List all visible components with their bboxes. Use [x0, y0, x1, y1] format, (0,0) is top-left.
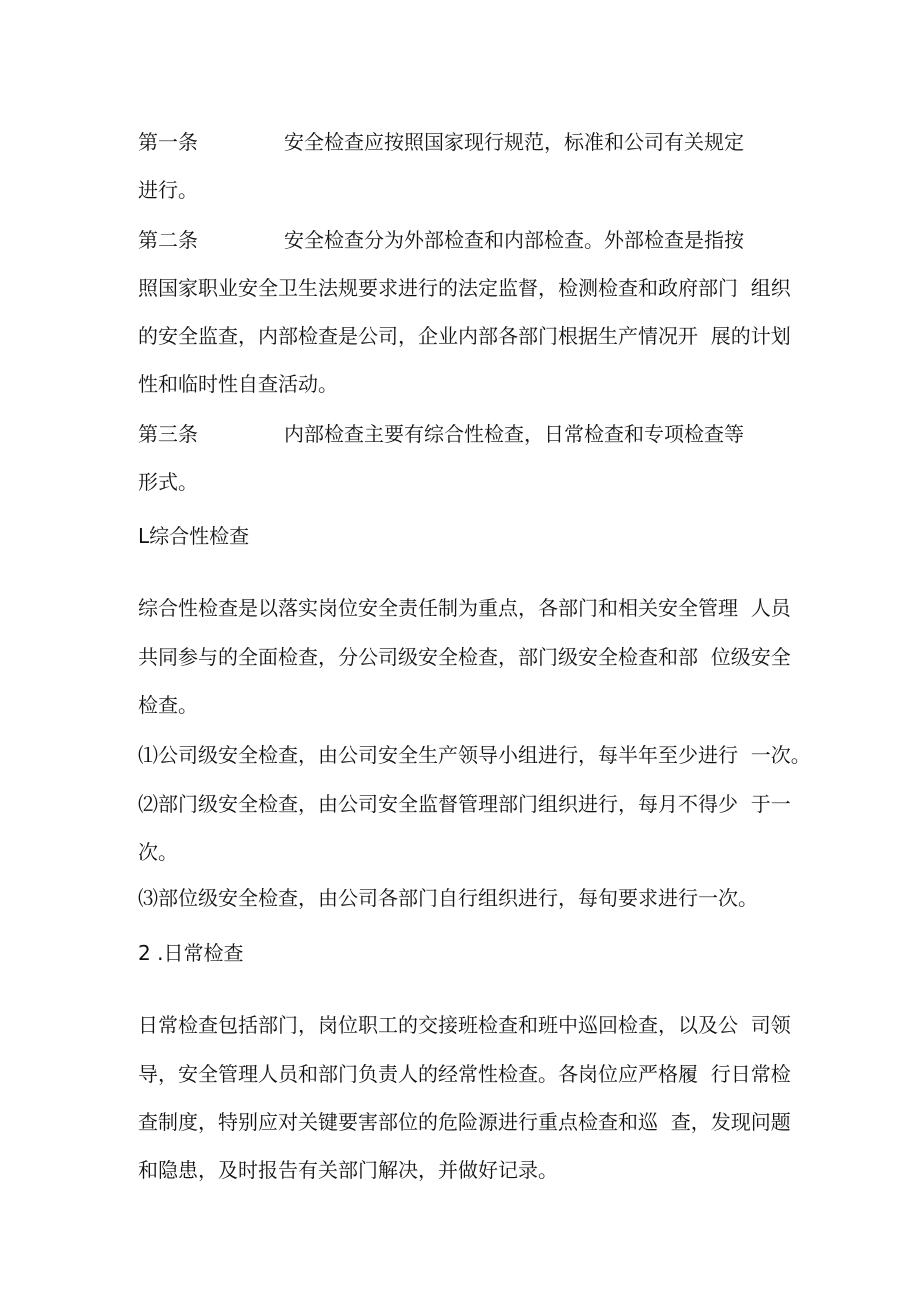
article-1-text-line-1: 安全检查应按照国家现行规范，标准和公司有关规定: [284, 130, 744, 154]
article-3-text-line-1: 内部检查主要有综合性检查，日常检查和专项检查等: [284, 422, 744, 446]
section-2-paragraph-line-1: 日常检查包括部门，岗位职工的交接班检查和班中巡回检查，以及公 司领: [138, 1013, 791, 1037]
section-1-paragraph-line-1: 综合性检查是以落实岗位安全责任制为重点，各部门和相关安全管理 人员: [138, 596, 791, 620]
section-2-heading: 2 .日常检查: [138, 941, 244, 965]
section-1-item-2-line-1: ⑵部门级安全检查，由公司安全监督管理部门组织进行，每月不得少 于一: [138, 792, 791, 816]
section-1-item-3: ⑶部位级安全检查，由公司各部门自行组织进行，每旬要求进行一次。: [138, 886, 758, 910]
article-1-text-line-2: 进行。: [138, 178, 198, 202]
section-2-paragraph-line-4: 和隐患，及时报告有关部门解决，并做好记录。: [138, 1158, 558, 1182]
section-2-paragraph-line-2: 导，安全管理人员和部门负责人的经常性检查。各岗位应严格履 行日常检: [138, 1062, 791, 1086]
article-2-text-line-4: 性和临时性自查活动。: [138, 372, 338, 396]
article-2-text-line-1: 安全检查分为外部检查和内部检查。外部检查是指按: [284, 228, 744, 252]
section-2-paragraph-line-3: 查制度，特别应对关键要害部位的危险源进行重点检查和巡 查，发现问题: [138, 1110, 791, 1134]
article-2-text-line-2: 照国家职业安全卫生法规要求进行的法定监督，检测检查和政府部门 组织: [138, 276, 791, 300]
section-1-item-1: ⑴公司级安全检查，由公司安全生产领导小组进行，每半年至少进行 一次。: [138, 743, 811, 767]
article-2-text-line-3: 的安全监查，内部检查是公司，企业内部各部门根据生产情况开 展的计划: [138, 324, 791, 348]
article-2-label: 第二条: [138, 228, 198, 252]
section-1-heading: L综合性检查: [138, 524, 250, 548]
article-3-label: 第三条: [138, 422, 198, 446]
article-1-label: 第一条: [138, 130, 198, 154]
article-3-text-line-2: 形式。: [138, 470, 198, 494]
section-1-paragraph-line-3: 检查。: [138, 693, 198, 717]
section-1-paragraph-line-2: 共同参与的全面检查，分公司级安全检查，部门级安全检查和部 位级安全: [138, 645, 791, 669]
section-1-item-2-line-2: 次。: [138, 840, 178, 864]
